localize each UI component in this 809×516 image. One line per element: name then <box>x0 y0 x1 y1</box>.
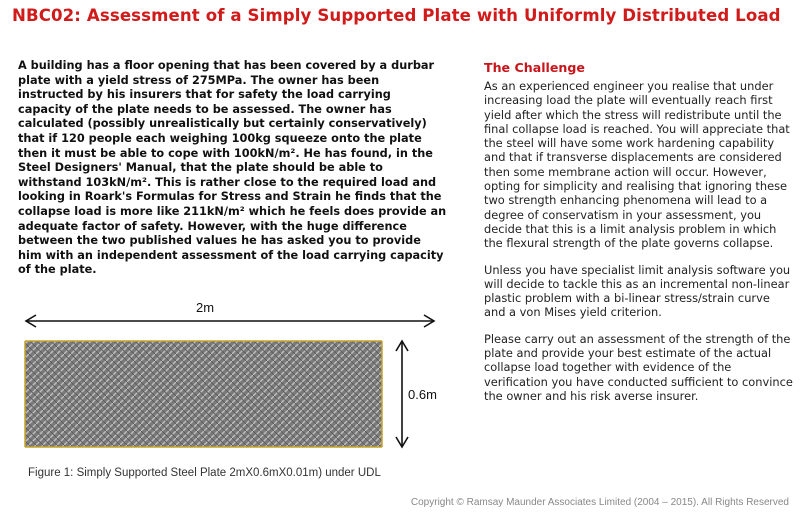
height-dimension-arrow <box>396 341 408 447</box>
challenge-paragraph-2: Unless you have specialist limit analysis software you will decide to tackle this as an incremental non-linear plastic problem with a bi-linear stress/strain curve and a von Mises yield criterion. <box>484 262 791 320</box>
challenge-heading: The Challenge <box>484 60 585 75</box>
height-label: 0.6m <box>408 387 437 402</box>
challenge-paragraph-3: Please carry out an assessment of the strength of the plate and provide your best estimate of the actual collapse load together with evidence of the verification you have conducted sufficient to convince the owner and his risk averse insurer. <box>484 331 793 403</box>
challenge-paragraph-1: As an experienced engineer you realise that under increasing load the plate will eventually reach first yield after which the stress will redistribute until the final collapse load is reached. You will appreciate that the steel will have some work hardening capability and that if transverse displacements are considered then some membrane action will occur. However, opting for simplicity and realising that ignoring these two strength enhancing phenomena will lead to a degree of conservatism in your assessment, you decide that this is a limit analysis problem in which the flexural strength of the plate governs collapse. <box>484 79 790 251</box>
plate-diagram <box>22 298 452 458</box>
copyright-notice: Copyright © Ramsay Maunder Associates Limited (2004 – 2015). All Rights Reserved <box>410 497 789 508</box>
page-title: NBC02: Assessment of a Simply Supported Plate with Uniformly Distributed Load <box>12 6 781 25</box>
figure-caption: Figure 1: Simply Supported Steel Plate 2mX0.6mX0.01m) under UDL <box>28 467 381 479</box>
width-dimension-arrow <box>26 315 434 327</box>
plate-figure <box>22 298 452 458</box>
problem-description: A building has a floor opening that has been covered by a durbar plate with a yield stress of 275MPa. The owner has been instructed by his insurers that for safety the load carrying capacity of the plate needs to be assessed. The owner has calculated (possibly unrealistically but certainly conservatively) that if 120 people each weighing 100kg squeeze onto the plate then it must be able to cope with 100kN/m². He has found, in the Steel Designers' Manual, that the plate should be able to withstand 103kN/m². This is rather close to the required load and looking in Roark's Formulas for Stress and Strain he finds that the collapse load is more like 211kN/m² which he feels does provide an adequate factor of safety. However, with the huge difference between the two published values he has asked you to provide him with an independent assessment of the load carrying capacity of the plate. <box>18 59 447 277</box>
challenge-section <box>484 60 794 415</box>
durbar-plate <box>25 341 382 447</box>
width-label: 2m <box>196 300 215 315</box>
